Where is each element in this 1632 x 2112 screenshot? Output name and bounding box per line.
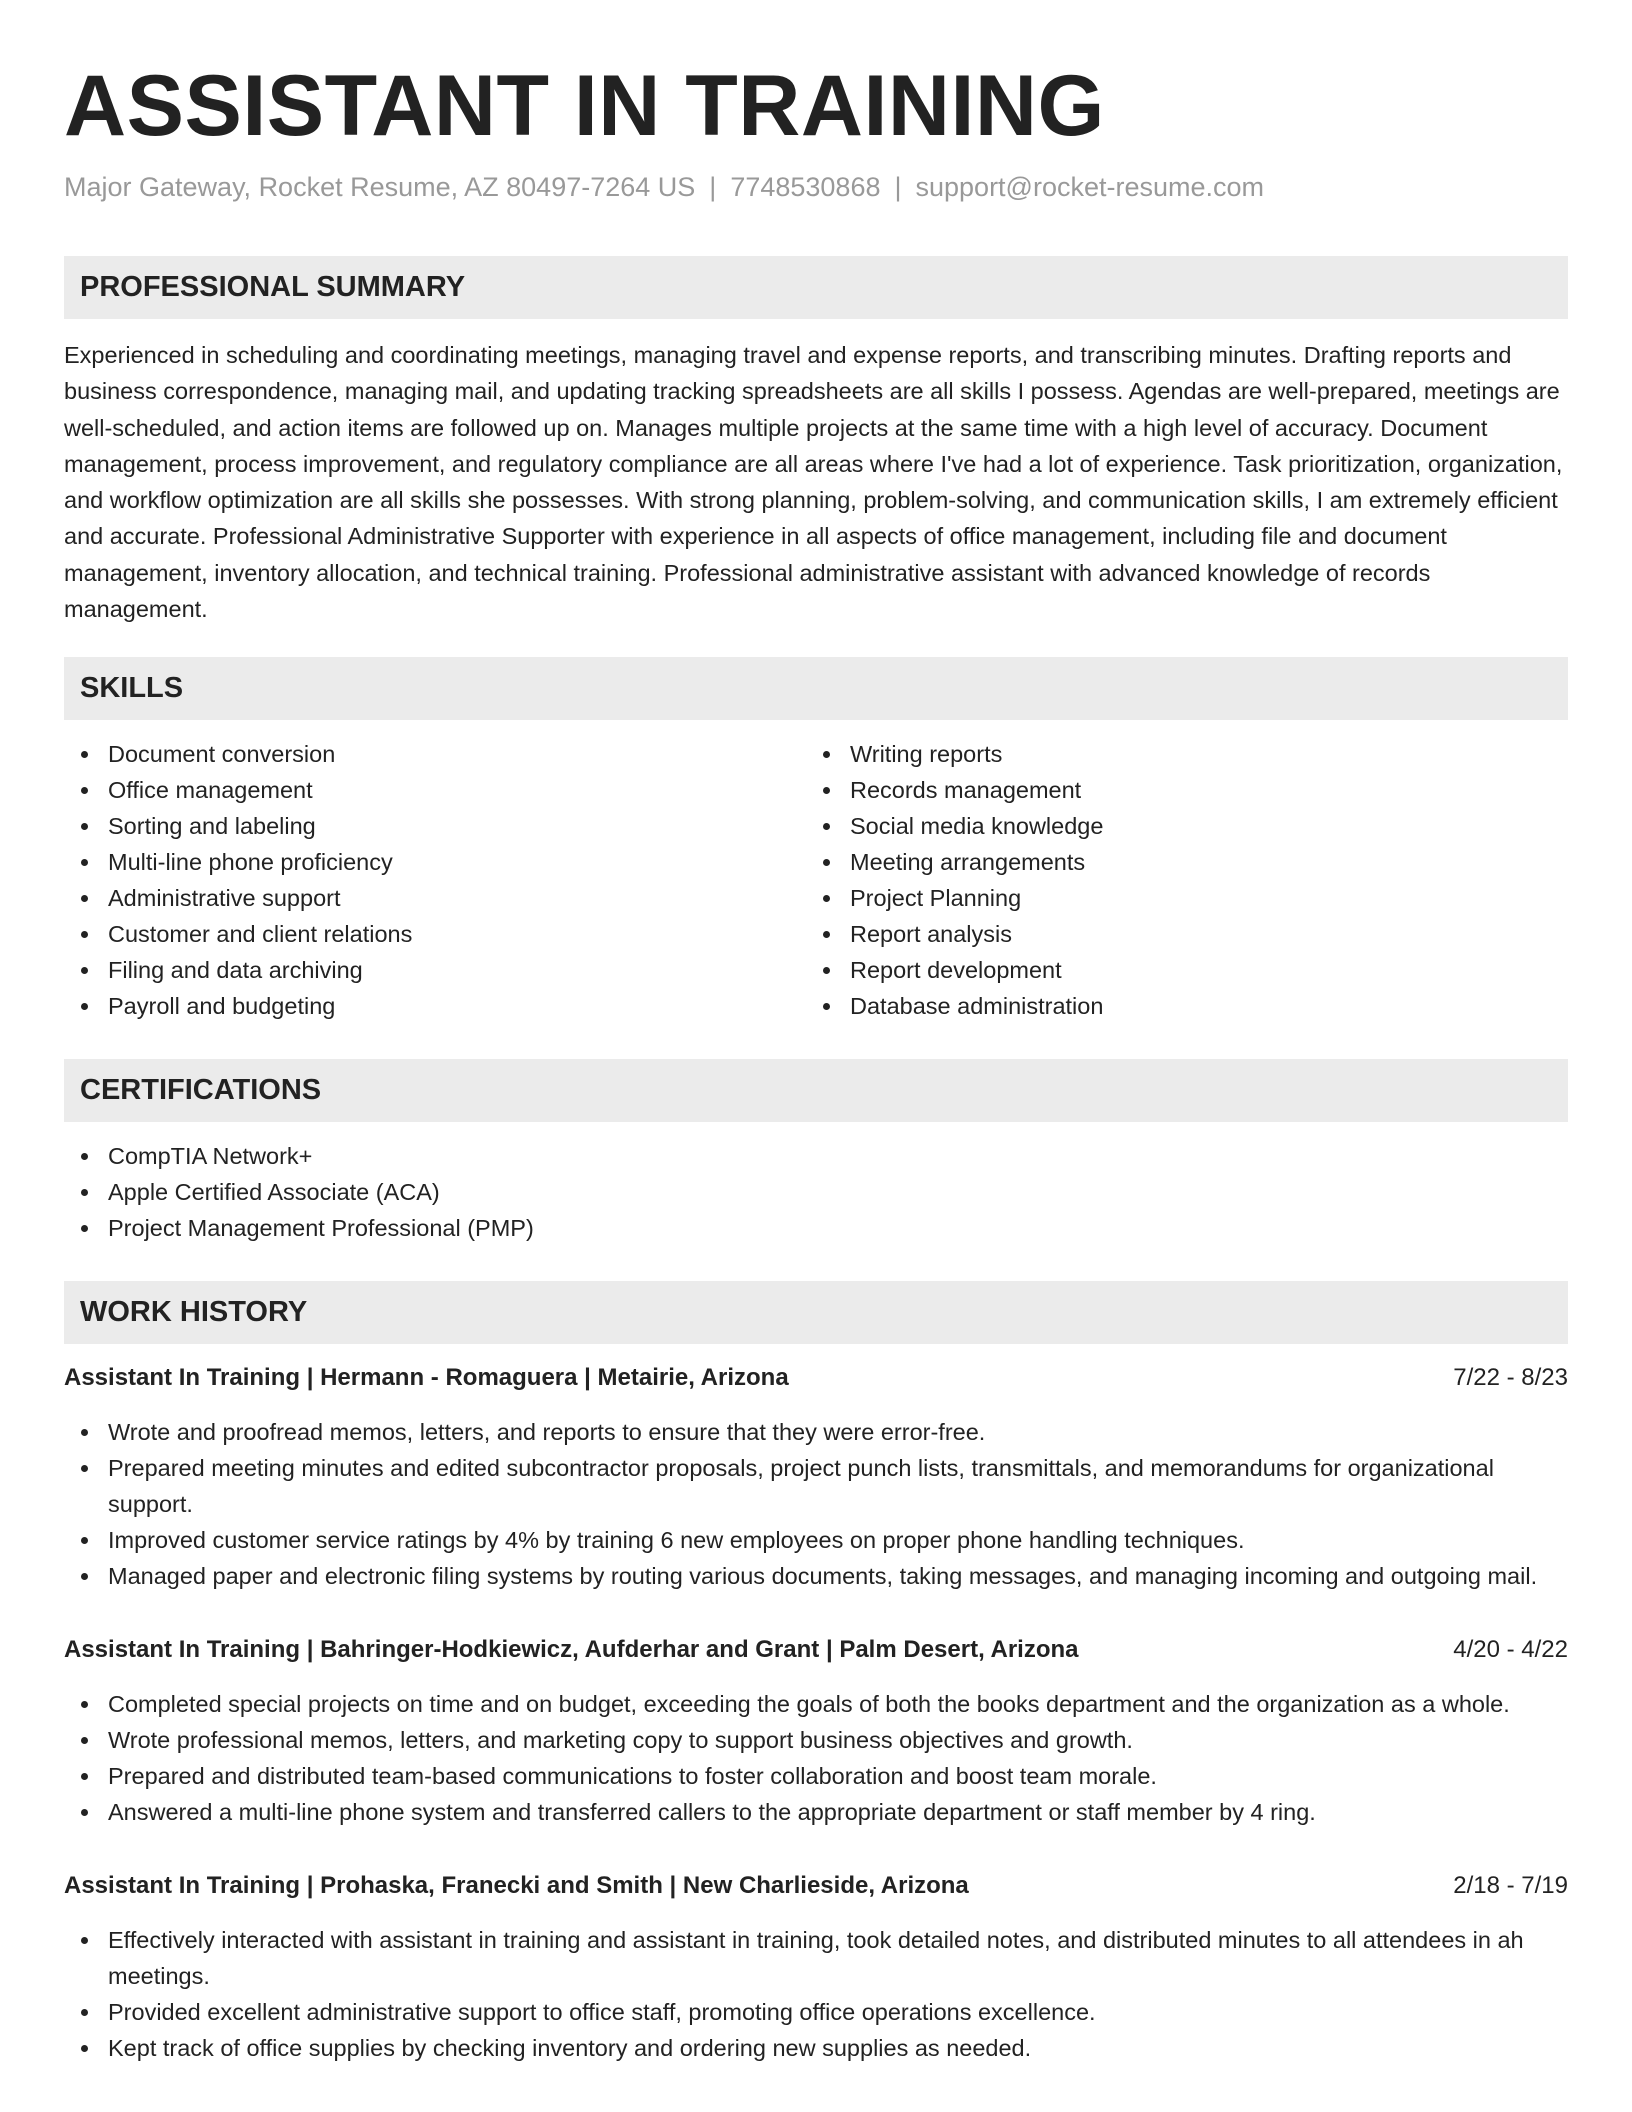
job-bullet: Effectively interacted with assistant in training and assistant in training, took detailed notes, and distributed minutes to all attendees in ah meetings. xyxy=(108,1922,1568,1994)
job-title: Assistant In Training | Bahringer-Hodkiewicz, Aufderhar and Grant | Palm Desert, Arizona xyxy=(64,1636,1079,1664)
job-entry xyxy=(64,1360,1568,1594)
skills-list-right xyxy=(806,736,1548,1024)
section-header-summary: PROFESSIONAL SUMMARY xyxy=(64,256,1568,319)
job-bullet: Wrote and proofread memos, letters, and reports to ensure that they were error-free. xyxy=(108,1414,1568,1450)
skill-item: Report analysis xyxy=(850,916,1548,952)
section-header-certifications: CERTIFICATIONS xyxy=(64,1059,1568,1122)
skill-item: Filing and data archiving xyxy=(108,952,806,988)
job-bullet: Provided excellent administrative support to office staff, promoting office operations excellence. xyxy=(108,1994,1568,2030)
job-heading xyxy=(64,1360,1568,1396)
job-bullet: Wrote professional memos, letters, and marketing copy to support business objectives and growth. xyxy=(108,1722,1568,1758)
contact-phone: 7748530868 xyxy=(730,172,881,202)
contact-email: support@rocket-resume.com xyxy=(915,172,1265,202)
job-bullet: Prepared and distributed team-based communications to foster collaboration and boost team morale. xyxy=(108,1758,1568,1794)
skill-item: Customer and client relations xyxy=(108,916,806,952)
skill-item: Project Planning xyxy=(850,880,1548,916)
skill-item: Database administration xyxy=(850,988,1548,1024)
section-header-skills: SKILLS xyxy=(64,657,1568,720)
skill-item: Document conversion xyxy=(108,736,806,772)
certifications-list xyxy=(64,1138,1568,1246)
job-dates: 4/20 - 4/22 xyxy=(1453,1636,1568,1664)
job-bullets xyxy=(64,1922,1568,2066)
job-heading xyxy=(64,1868,1568,1904)
job-dates: 7/22 - 8/23 xyxy=(1453,1364,1568,1392)
skills-column-right xyxy=(806,736,1548,1024)
job-bullet: Prepared meeting minutes and edited subcontractor proposals, project punch lists, transmittals, and memorandums for organizational support. xyxy=(108,1450,1568,1522)
skills-list-left xyxy=(64,736,806,1024)
job-entry xyxy=(64,1868,1568,2066)
certification-item: Apple Certified Associate (ACA) xyxy=(108,1174,1568,1210)
section-header-work-history: WORK HISTORY xyxy=(64,1281,1568,1344)
summary-text: Experienced in scheduling and coordinating meetings, managing travel and expense reports, and transcribing minutes. Drafting reports and business correspondence, managing mail, and updating tracking spreadsheets are all skills I possess. Agendas are well-prepared, meetings are well-scheduled, and action items are followed up on. Manages multiple projects at the same time with a high level of accuracy. Document management, process improvement, and regulatory compliance are all areas where I've had a lot of experience. Task prioritization, organization, and workflow optimization are all skills she possesses. With strong planning, problem-solving, and communication skills, I am extremely efficient and accurate. Professional Administrative Supporter with experience in all aspects of office management, including file and document management, inventory allocation, and technical training. Professional administrative assistant with advanced knowledge of records management. xyxy=(64,342,1563,623)
job-dates: 2/18 - 7/19 xyxy=(1453,1872,1568,1900)
skill-item: Administrative support xyxy=(108,880,806,916)
skill-item: Report development xyxy=(850,952,1548,988)
skill-item: Sorting and labeling xyxy=(108,808,806,844)
skill-item: Payroll and budgeting xyxy=(108,988,806,1024)
job-bullet: Kept track of office supplies by checking inventory and ordering new supplies as needed. xyxy=(108,2030,1568,2066)
contact-line xyxy=(64,170,1568,204)
resume-name: ASSISTANT IN TRAINING xyxy=(64,58,1105,154)
skill-item: Multi-line phone proficiency xyxy=(108,844,806,880)
skills-column-left xyxy=(64,736,806,1024)
job-bullet: Improved customer service ratings by 4% by training 6 new employees on proper phone handling techniques. xyxy=(108,1522,1568,1558)
job-bullets xyxy=(64,1686,1568,1830)
contact-separator: | xyxy=(894,172,902,202)
skill-item: Records management xyxy=(850,772,1548,808)
certification-item: CompTIA Network+ xyxy=(108,1138,1568,1174)
job-bullet: Answered a multi-line phone system and transferred callers to the appropriate department or staff member by 4 ring. xyxy=(108,1794,1568,1830)
contact-address: Major Gateway, Rocket Resume, AZ 80497-7264 US xyxy=(64,172,696,202)
certification-item: Project Management Professional (PMP) xyxy=(108,1210,1568,1246)
contact-separator: | xyxy=(709,172,717,202)
job-entry xyxy=(64,1632,1568,1830)
job-bullet: Completed special projects on time and on budget, exceeding the goals of both the books department and the organization as a whole. xyxy=(108,1686,1568,1722)
skill-item: Office management xyxy=(108,772,806,808)
job-title: Assistant In Training | Hermann - Romaguera | Metairie, Arizona xyxy=(64,1364,789,1392)
job-bullets xyxy=(64,1414,1568,1594)
skills-columns xyxy=(64,736,1568,1024)
skill-item: Writing reports xyxy=(850,736,1548,772)
skill-item: Social media knowledge xyxy=(850,808,1548,844)
skill-item: Meeting arrangements xyxy=(850,844,1548,880)
job-title: Assistant In Training | Prohaska, Franecki and Smith | New Charlieside, Arizona xyxy=(64,1872,969,1900)
job-bullet: Managed paper and electronic filing systems by routing various documents, taking messages, and managing incoming and outgoing mail. xyxy=(108,1558,1568,1594)
job-heading xyxy=(64,1632,1568,1668)
